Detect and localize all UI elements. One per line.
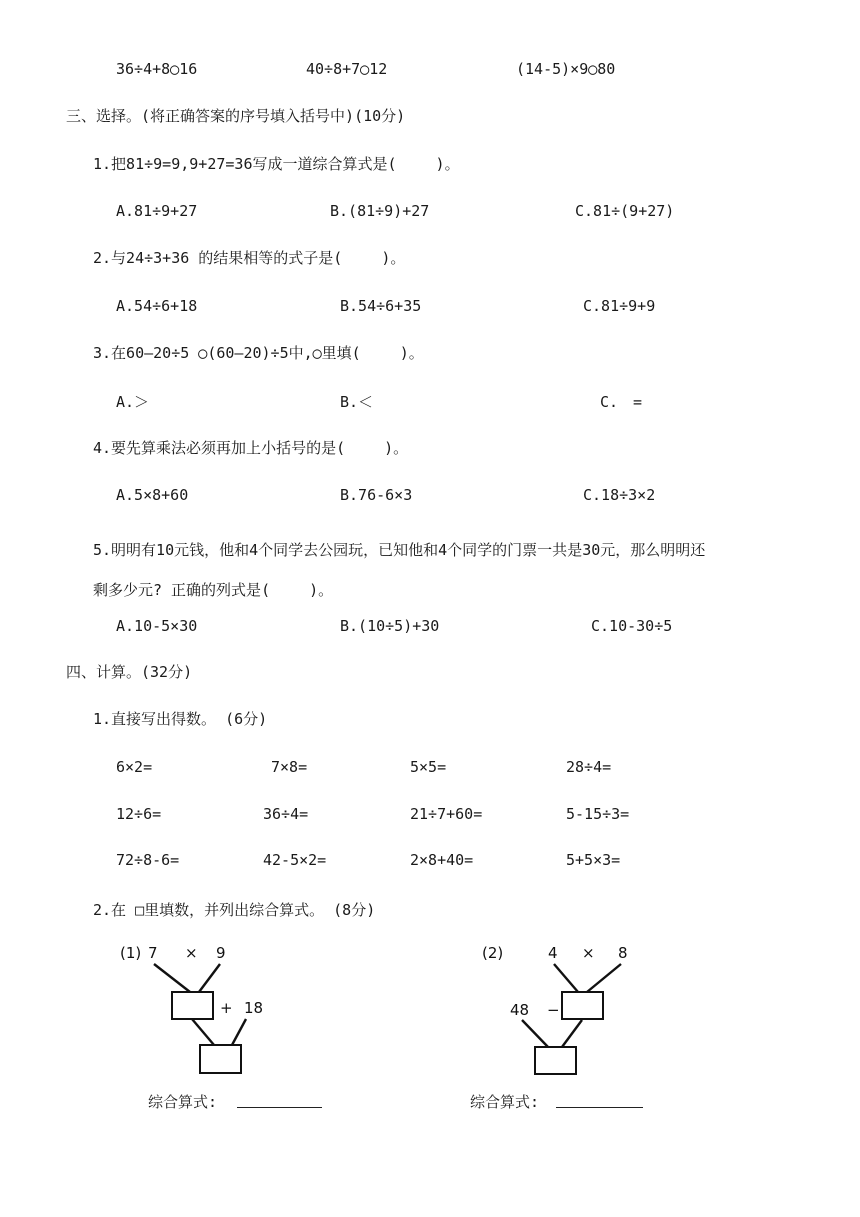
- top-compare-3: (14-5)×9◯80: [516, 60, 616, 78]
- q1-stem: 1.把81÷9=9,9+27=36写成一道综合算式是( )。: [93, 155, 460, 173]
- diagram1-op-plus: +: [220, 999, 233, 1017]
- diagram1-operand-b: 9: [216, 944, 226, 962]
- calc-r2c2: 36÷4=: [263, 805, 309, 823]
- top-compare-1: 36÷4+8◯16: [116, 60, 198, 78]
- section3-title: 三、选择。(将正确答案的序号填入括号中)(10分): [66, 107, 406, 125]
- diagram2-branch-right: [587, 964, 621, 992]
- diagram1-operand-a: 7: [148, 944, 158, 962]
- diagram2-branch-bottom-left: [522, 1020, 548, 1047]
- diagram2-answer-box-top[interactable]: [562, 992, 603, 1019]
- q1-option-a: A.81÷9+27: [116, 202, 198, 220]
- formula-answer-line-1[interactable]: [237, 1107, 322, 1108]
- calc-r1c4: 28÷4=: [566, 758, 612, 776]
- diagram2-label: (2): [482, 944, 504, 962]
- q1-option-b: B.(81÷9)+27: [330, 202, 430, 220]
- diagram1-branch-bottom-left: [192, 1019, 214, 1045]
- q2-option-b: B.54÷6+35: [340, 297, 422, 315]
- diagram1-operand-c: 18: [244, 999, 264, 1017]
- diagram1-answer-box-top[interactable]: [172, 992, 213, 1019]
- q3-option-a: A.＞: [116, 393, 150, 411]
- calc-r3c2: 42-5×2=: [263, 851, 327, 869]
- formula-answer-line-2[interactable]: [556, 1107, 643, 1108]
- diagram2-operand-c: 48: [510, 1001, 530, 1019]
- q5-option-b: B.(10÷5)+30: [340, 617, 440, 635]
- diagram1-answer-box-bottom[interactable]: [200, 1045, 241, 1073]
- diagram2-op-minus: −: [547, 1001, 560, 1019]
- diagram2-branch-left: [554, 964, 578, 992]
- diagram2-answer-box-bottom[interactable]: [535, 1047, 576, 1074]
- q4-option-b: B.76-6×3: [340, 486, 413, 504]
- q4-stem: 4.要先算乘法必须再加上小括号的是( )。: [93, 439, 409, 457]
- calc-r2c4: 5-15÷3=: [566, 805, 630, 823]
- diagram2-operand-a: 4: [548, 944, 558, 962]
- q4-option-a: A.5×8+60: [116, 486, 189, 504]
- q5-stem-line2: 剩多少元? 正确的列式是( )。: [93, 581, 334, 599]
- calc-r2c1: 12÷6=: [116, 805, 162, 823]
- q5-option-c: C.10-30÷5: [591, 617, 673, 635]
- formula-label-1: 综合算式:: [148, 1093, 218, 1111]
- formula-label-2: 综合算式:: [470, 1093, 540, 1111]
- calc-tree-diagram-1: [110, 935, 290, 1085]
- q3-stem: 3.在60—20÷5 ◯(60—20)÷5中,◯里填( )。: [93, 344, 424, 362]
- q2-option-a: A.54÷6+18: [116, 297, 198, 315]
- q3-option-c: C. =: [600, 393, 643, 411]
- diagram2-operand-b: 8: [618, 944, 628, 962]
- calc-r3c1: 72÷8-6=: [116, 851, 180, 869]
- calc-r1c3: 5×5=: [410, 758, 447, 776]
- diagram1-branch-right: [199, 964, 220, 992]
- diagram2-op-times: ×: [582, 944, 595, 962]
- top-compare-2: 40÷8+7◯12: [306, 60, 388, 78]
- calc-r2c3: 21÷7+60=: [410, 805, 483, 823]
- calc-r1c2: 7×8=: [271, 758, 308, 776]
- calc-r3c3: 2×8+40=: [410, 851, 474, 869]
- diagram1-op-times: ×: [185, 944, 198, 962]
- calc-tree-diagram-2: [470, 935, 650, 1085]
- section4-title: 四、计算。(32分): [66, 663, 193, 681]
- diagram1-branch-bottom-right: [232, 1019, 246, 1045]
- q5-option-a: A.10-5×30: [116, 617, 198, 635]
- diagram2-branch-bottom-right: [562, 1020, 582, 1047]
- q4-option-c: C.18÷3×2: [583, 486, 656, 504]
- diagram1-branch-left: [154, 964, 190, 992]
- sub2-title: 2.在 □里填数，并列出综合算式。 (8分): [93, 901, 376, 919]
- q2-option-c: C.81÷9+9: [583, 297, 656, 315]
- calc-r1c1: 6×2=: [116, 758, 153, 776]
- q2-stem: 2.与24÷3+36 的结果相等的式子是( )。: [93, 249, 406, 267]
- q1-option-c: C.81÷(9+27): [575, 202, 675, 220]
- q3-option-b: B.＜: [340, 393, 374, 411]
- diagram1-label: (1): [120, 944, 142, 962]
- calc-r3c4: 5+5×3=: [566, 851, 621, 869]
- q5-stem-line1: 5.明明有10元钱，他和4个同学去公园玩，已知他和4个同学的门票一共是30元，那么明明还: [93, 541, 706, 559]
- sub1-title: 1.直接写出得数。 (6分): [93, 710, 268, 728]
